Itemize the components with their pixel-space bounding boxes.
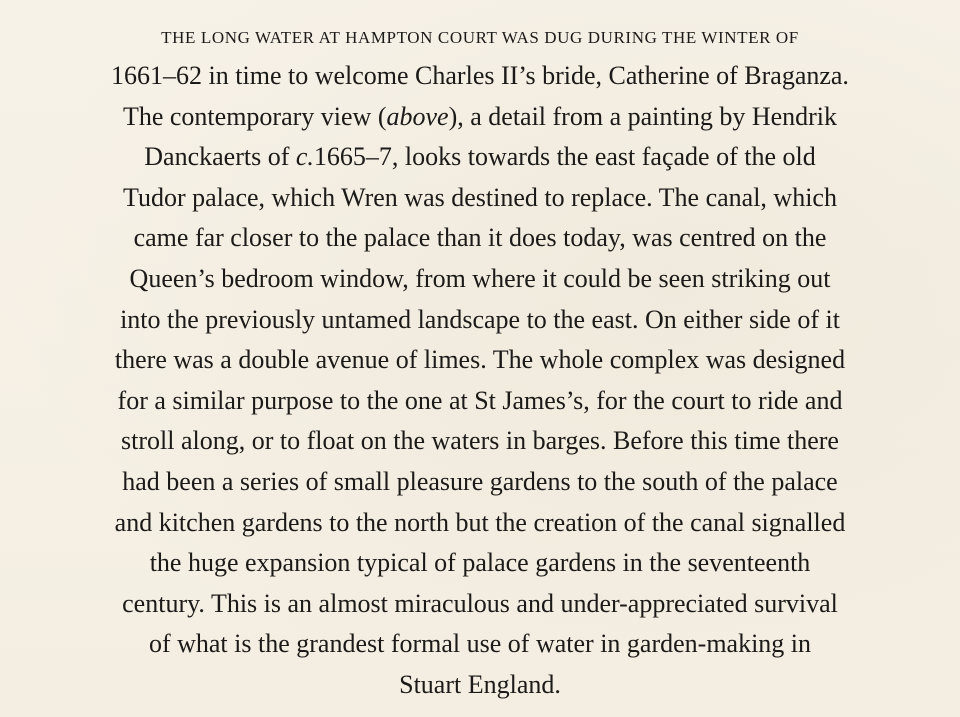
caption-line: had been a series of small pleasure gardens to the south of the palace xyxy=(122,466,838,496)
caption-line: Tudor palace, which Wren was destined to replace. The canal, which xyxy=(123,182,837,212)
caption-text: Danckaerts of xyxy=(144,142,296,172)
caption-line: Stuart England. xyxy=(399,669,561,699)
figure-caption xyxy=(40,24,920,706)
caption-line: 1661–62 in time to welcome Charles II’s bride, Catherine of Braganza. xyxy=(111,61,849,90)
caption-line: into the previously untamed landscape to the east. On either side of it xyxy=(120,304,840,334)
caption-line: Queen’s bedroom window, from where it could be seen striking out xyxy=(129,263,831,293)
caption-line: and kitchen gardens to the north but the creation of the canal signalled xyxy=(114,507,846,537)
caption-text: ), a detail from a painting by Hendrik xyxy=(448,101,838,131)
caption-text: The contemporary view ( xyxy=(122,101,387,131)
caption-line: for a similar purpose to the one at St James’s, for the court to ride and xyxy=(117,385,843,415)
caption-italic: c. xyxy=(295,142,314,172)
caption-line: century. This is an almost miraculous and under-appreciated survival xyxy=(122,588,838,618)
caption-line: there was a double avenue of limes. The whole complex was designed xyxy=(114,345,846,375)
caption-line: stroll along, or to float on the waters in barges. Before this time there xyxy=(121,426,839,456)
caption-line: came far closer to the palace than it does today, was centred on the xyxy=(133,223,827,253)
caption-line xyxy=(40,97,920,138)
caption-line xyxy=(40,137,920,178)
caption-line: the huge expansion typical of palace gardens in the seventeenth xyxy=(149,548,811,578)
caption-text: 1665–7, looks towards the east façade of the old xyxy=(313,142,816,172)
caption-line: of what is the grandest formal use of water in garden-making in xyxy=(148,629,812,659)
caption-heading: THE LONG WATER AT HAMPTON COURT WAS DUG DURING THE WINTER OF xyxy=(161,28,799,47)
caption-italic: above xyxy=(386,101,449,131)
